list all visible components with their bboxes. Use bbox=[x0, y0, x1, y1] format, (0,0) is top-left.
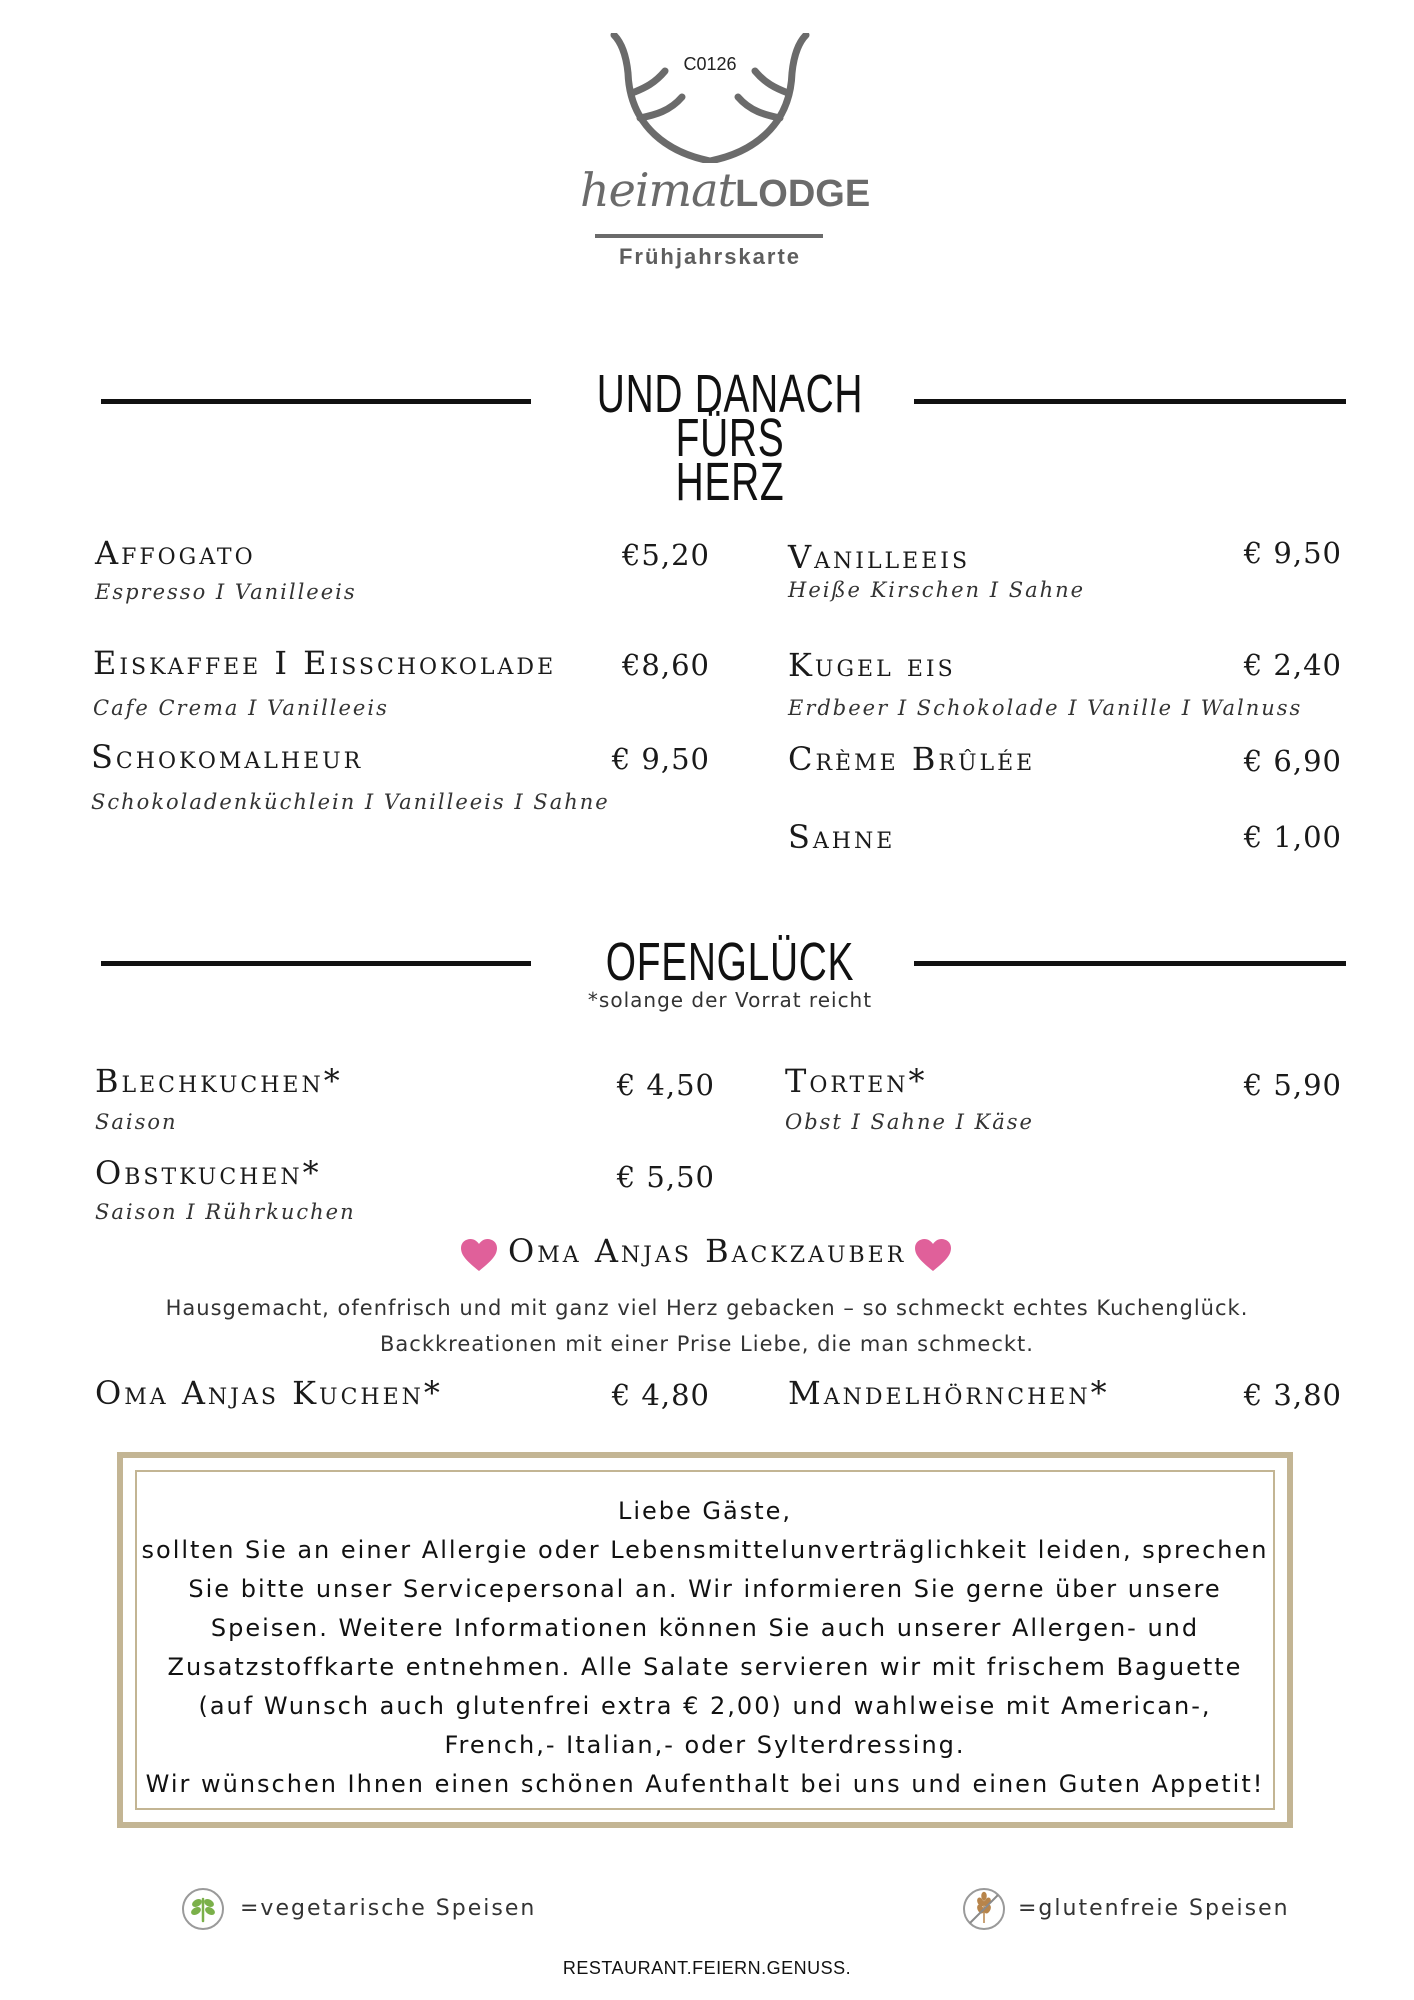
item-price: € 3,80 bbox=[1243, 1378, 1342, 1412]
logo-underline bbox=[595, 234, 823, 238]
section-title bbox=[520, 364, 940, 512]
notice-line: Zusatzstoffkarte entnehmen. Alle Salate servieren wir mit frischem Baguette bbox=[167, 1653, 1243, 1681]
item-name: Oma Anjas Kuchen* bbox=[95, 1374, 443, 1412]
item-price: € 9,50 bbox=[1243, 536, 1342, 570]
item-description: Erdbeer I Schokolade I Vanille I Walnuss bbox=[788, 696, 1303, 720]
item-price: € 5,50 bbox=[616, 1160, 715, 1194]
heart-icon bbox=[460, 1238, 498, 1272]
menu-season: Frühjahrskarte bbox=[618, 244, 802, 269]
section-title-line1: OFENGLÜCK bbox=[605, 932, 855, 992]
notice-line: (auf Wunsch auch glutenfrei extra € 2,00) und wahlweise mit American-, bbox=[198, 1692, 1212, 1720]
notice-line: Liebe Gäste, bbox=[617, 1497, 793, 1525]
allergy-notice-text bbox=[137, 1492, 1273, 1804]
item-name: Affogato bbox=[95, 534, 256, 572]
allergy-notice-box bbox=[117, 1452, 1293, 1828]
item-name: Blechkuchen* bbox=[95, 1062, 343, 1100]
section-title-line2: HERZ bbox=[675, 452, 785, 512]
item-name: Schokomalheur bbox=[91, 738, 364, 776]
item-description: Obst I Sahne I Käse bbox=[785, 1110, 1034, 1134]
item-price: €5,20 bbox=[621, 538, 710, 572]
item-name: Kugel eis bbox=[788, 646, 956, 684]
notice-line: Sie bitte unser Servicepersonal an. Wir informieren Sie gerne über unsere bbox=[188, 1575, 1222, 1603]
notice-inner-border bbox=[135, 1470, 1275, 1810]
notice-line: sollten Sie an einer Allergie oder Lebensmittelunverträglichkeit leiden, sprechen bbox=[141, 1536, 1269, 1564]
item-name: Torten* bbox=[785, 1062, 928, 1100]
item-price: € 9,50 bbox=[611, 742, 710, 776]
legend-vegetarian: =vegetarische Speisen bbox=[240, 1896, 537, 1921]
notice-line: Speisen. Weitere Informationen können Sie auch unserer Allergen- und bbox=[210, 1614, 1200, 1642]
wheat-icon bbox=[962, 1887, 1006, 1931]
brand-bold: LODGE bbox=[735, 173, 871, 215]
item-price: € 2,40 bbox=[1243, 648, 1342, 682]
item-price: € 5,90 bbox=[1243, 1068, 1342, 1102]
item-name: Crème Brûlée bbox=[788, 740, 1036, 778]
item-description: Heiße Kirschen I Sahne bbox=[788, 578, 1086, 602]
legend-glutenfree: =glutenfreie Speisen bbox=[1018, 1896, 1290, 1921]
oma-description-line2: Backkreationen mit einer Prise Liebe, die man schmeckt. bbox=[380, 1332, 1034, 1356]
section-rule-right bbox=[914, 399, 1346, 404]
section-rule-left bbox=[101, 961, 531, 966]
section-note: *solange der Vorrat reicht bbox=[587, 988, 873, 1012]
item-price: €8,60 bbox=[621, 648, 710, 682]
item-name: Vanilleeis bbox=[788, 538, 971, 576]
section-title-line1: UND DANACH FÜRS bbox=[596, 364, 864, 468]
antler-icon bbox=[610, 33, 810, 163]
item-price: € 4,80 bbox=[611, 1378, 710, 1412]
item-description: Saison I Rührkuchen bbox=[95, 1200, 356, 1224]
item-price: € 4,50 bbox=[616, 1068, 715, 1102]
item-price: € 6,90 bbox=[1243, 744, 1342, 778]
heart-icon bbox=[914, 1238, 952, 1272]
section-rule-right bbox=[914, 961, 1346, 966]
item-name: Eiskaffee I Eisschokolade bbox=[93, 644, 557, 682]
oma-title: Oma Anjas Backzauber bbox=[508, 1232, 907, 1270]
section-rule-left bbox=[101, 399, 531, 404]
notice-line: French,- Italian,- oder Sylterdressing. bbox=[444, 1731, 966, 1759]
item-name: Obstkuchen* bbox=[95, 1154, 322, 1192]
item-description: Saison bbox=[95, 1110, 178, 1134]
item-price: € 1,00 bbox=[1243, 820, 1342, 854]
plant-icon bbox=[181, 1887, 225, 1931]
item-description: Cafe Crema I Vanilleeis bbox=[93, 696, 389, 720]
item-description: Espresso I Vanilleeis bbox=[95, 580, 357, 604]
oma-description-line1: Hausgemacht, ofenfrisch und mit ganz viel Herz gebacken – so schmeckt echtes Kuchenglück. bbox=[165, 1296, 1249, 1320]
restaurant-logo bbox=[540, 28, 871, 269]
notice-line: Wir wünschen Ihnen einen schönen Aufenthalt bei uns und einen Guten Appetit! bbox=[145, 1770, 1265, 1798]
brand-name bbox=[580, 163, 880, 217]
item-name: Mandelhörnchen* bbox=[788, 1374, 1110, 1412]
item-name: Sahne bbox=[788, 818, 896, 856]
brand-script: heimat bbox=[580, 163, 736, 217]
menu-code: C0126 bbox=[683, 54, 737, 74]
footer-tagline: RESTAURANT.FEIERN.GENUSS. bbox=[562, 1958, 852, 1978]
item-description: Schokoladenküchlein I Vanilleeis I Sahne bbox=[91, 790, 610, 814]
section-title bbox=[520, 932, 940, 992]
